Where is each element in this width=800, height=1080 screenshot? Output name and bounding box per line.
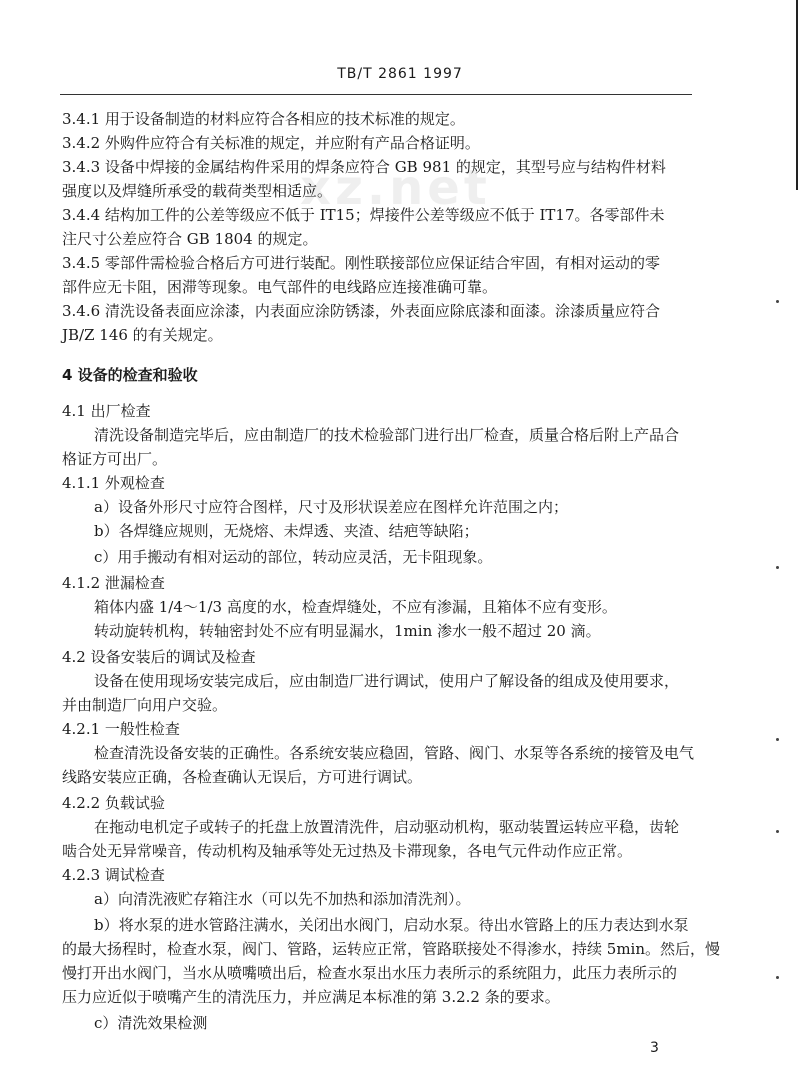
scan-speck	[776, 566, 779, 569]
clause-3-4-6: 3.4.6 清洗设备表面应涂漆，内表面应涂防锈漆，外表面应除底漆和面漆。涂漆质量应符合	[62, 302, 660, 320]
item-4-2-3-a: a）向清洗液贮存箱注水（可以先不加热和添加清洗剂）。	[94, 890, 471, 908]
item-4-1-1-a: a）设备外形尺寸应符合图样，尺寸及形状误差应在图样允许范围之内；	[94, 498, 568, 516]
clause-3-4-2: 3.4.2 外购件应符合有关标准的规定，并应附有产品合格证明。	[62, 134, 480, 152]
item-4-2-3-b-cont-1: 的最大扬程时，检查水泵，阀门、管路，运转应正常，管路联接处不得渗水，持续 5min。然后，慢	[62, 940, 720, 958]
para-4-1-2-b: 转动旋转机构，转轴密封处不应有明显漏水，1min 渗水一般不超过 20 滴。	[94, 622, 601, 640]
page-number: 3	[650, 1040, 659, 1056]
clause-3-4-6-cont: JB/Z 146 的有关规定。	[62, 326, 223, 344]
section-4-2-1-title: 4.2.1 一般性检查	[62, 720, 180, 738]
clause-3-4-3: 3.4.3 设备中焊接的金属结构件采用的焊条应符合 GB 981 的规定，其型号应与结构件材料	[62, 158, 666, 176]
item-4-1-1-b: b）各焊缝应规则，无烧熔、未焊透、夹渣、结疤等缺陷；	[94, 522, 479, 540]
scan-speck	[776, 300, 779, 303]
section-4-1-1-title: 4.1.1 外观检查	[62, 474, 165, 492]
section-4-2-title: 4.2 设备安装后的调试及检查	[62, 648, 256, 666]
clause-3-4-4-cont: 注尺寸公差应符合 GB 1804 的规定。	[62, 230, 318, 248]
para-4-2-cont: 并由制造厂向用户交验。	[62, 696, 228, 714]
para-4-2-2: 在拖动电机定子或转子的托盘上放置清洗件，启动驱动机构，驱动装置运转应平稳，齿轮	[94, 818, 680, 836]
scan-speck	[776, 976, 779, 979]
section-4-1-2-title: 4.1.2 泄漏检查	[62, 574, 165, 592]
item-4-2-3-b: b）将水泵的进水管路注满水，关闭出水阀门，启动水泵。待出水管路上的压力表达到水泵	[94, 916, 689, 934]
section-4-2-2-title: 4.2.2 负载试验	[62, 794, 165, 812]
header-rule	[60, 94, 692, 95]
clause-3-4-1: 3.4.1 用于设备制造的材料应符合各相应的技术标准的规定。	[62, 110, 465, 128]
item-4-2-3-c: c）清洗效果检测	[94, 1014, 208, 1032]
para-4-2-1: 检查清洗设备安装的正确性。各系统安装应稳固，管路、阀门、水泵等各系统的接管及电气	[94, 744, 695, 762]
item-4-2-3-b-cont-3: 压力应近似于喷嘴产生的清洗压力，并应满足本标准的第 3.2.2 条的要求。	[62, 988, 560, 1006]
para-4-1: 清洗设备制造完毕后，应由制造厂的技术检验部门进行出厂检查，质量合格后附上产品合	[94, 426, 680, 444]
para-4-1-cont: 格证方可出厂。	[62, 450, 168, 468]
scan-speck	[776, 830, 779, 833]
section-4-2-3-title: 4.2.3 调试检查	[62, 866, 165, 884]
para-4-2-2-cont: 啮合处无异常噪音，传动机构及轴承等处无过热及卡滞现象，各电气元件动作应正常。	[62, 842, 633, 860]
page-edge-bar	[796, 0, 798, 190]
section-4-1-title: 4.1 出厂检查	[62, 402, 151, 420]
para-4-1-2-a: 箱体内盛 1/4～1/3 高度的水，检查焊缝处，不应有渗漏，且箱体不应有变形。	[94, 598, 617, 616]
item-4-1-1-c: c）用手搬动有相对运动的部位，转动应灵活，无卡阻现象。	[94, 548, 493, 566]
section-4-title: 4 设备的检查和验收	[62, 366, 198, 384]
page-header: TB/T 2861 1997	[337, 66, 463, 82]
watermark: xz.net	[300, 160, 491, 216]
para-4-2-1-cont: 线路安装应正确，各检查确认无误后，方可进行调试。	[62, 768, 423, 786]
scan-speck	[776, 738, 779, 741]
clause-3-4-5: 3.4.5 零部件需检验合格后方可进行装配。刚性联接部位应保证结合牢固，有相对运动的零	[62, 254, 660, 272]
clause-3-4-4: 3.4.4 结构加工件的公差等级应不低于 IT15；焊接件公差等级应不低于 IT17。各零部件未	[62, 206, 665, 224]
clause-3-4-5-cont: 部件应无卡阻，困滞等现象。电气部件的电线路应连接准确可靠。	[62, 278, 498, 296]
clause-3-4-3-cont: 强度以及焊缝所承受的载荷类型相适应。	[62, 182, 333, 200]
item-4-2-3-b-cont-2: 慢打开出水阀门，当水从喷嘴喷出后，检查水泵出水压力表所示的系统阻力，此压力表所示的	[62, 964, 678, 982]
para-4-2: 设备在使用现场安装完成后，应由制造厂进行调试，使用户了解设备的组成及使用要求，	[94, 672, 680, 690]
